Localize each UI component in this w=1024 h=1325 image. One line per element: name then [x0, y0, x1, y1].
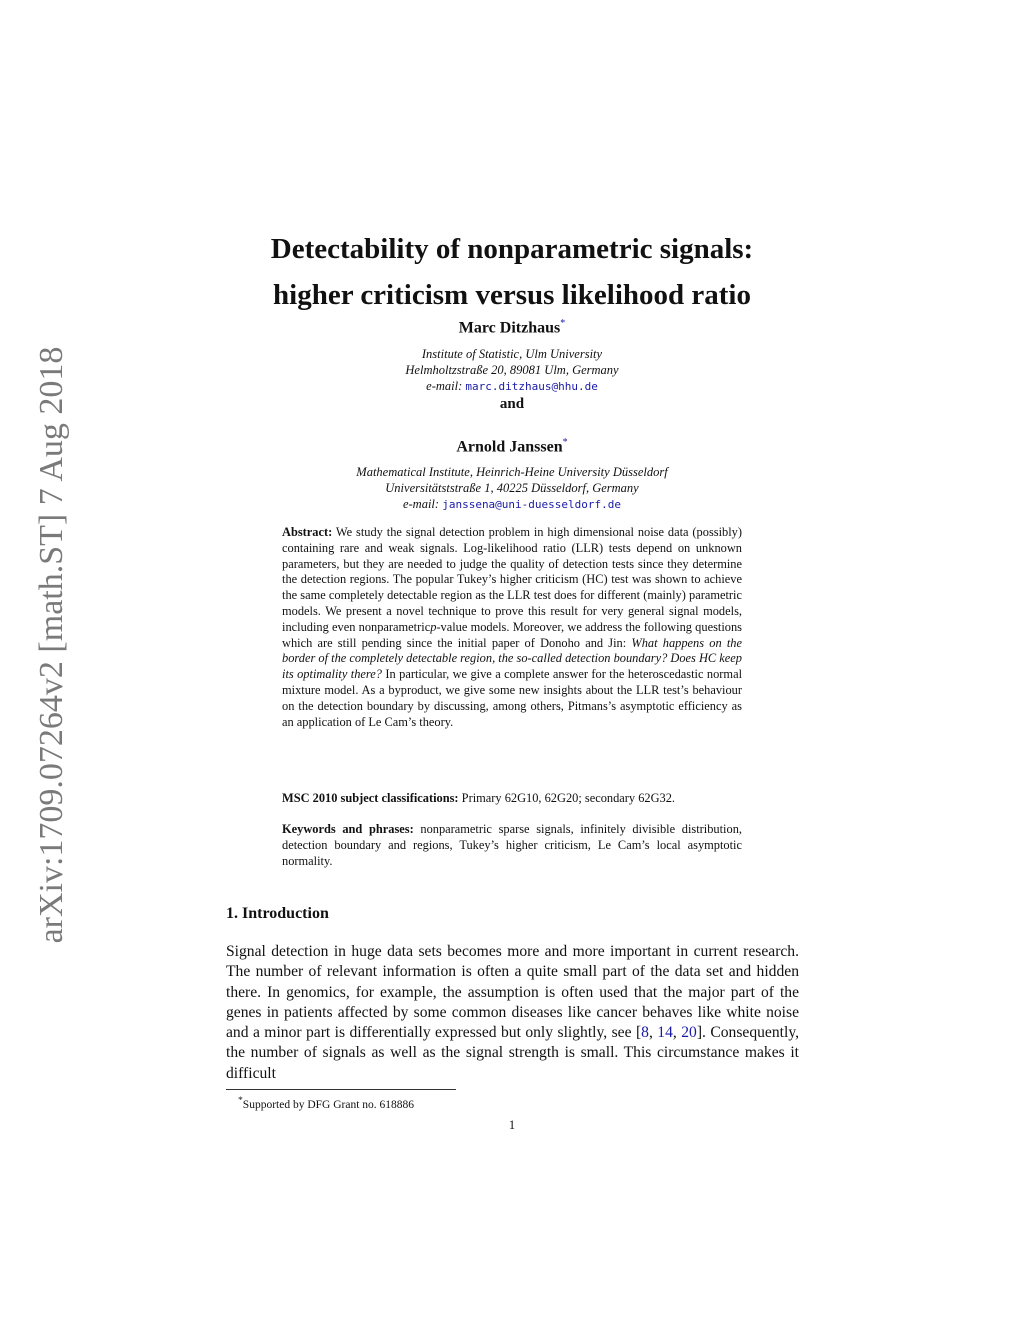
keywords-label: Keywords and phrases: [282, 822, 414, 836]
author-2-email-link[interactable]: janssena@uni-duesseldorf.de [442, 498, 622, 511]
msc-label: MSC 2010 subject classifications: [282, 791, 459, 805]
citation-separator-2: , [672, 1024, 682, 1042]
abstract-text-3: In particular, we give a complete answer for the heteroscedastic normal mixture model. As a byproduct, we give some new insights about the LLR test’s behaviour on the detection boundary by discussing, among others, Pitmans’s asymptotic efficiency as an application of Le Cam’s theory. [282, 667, 743, 729]
keywords-text: nonparametric sparse signals, infinitely divisible distribution, detection boundary and regions, Tukey’s higher criticism, Le Cam’s local asymptotic normality. [282, 822, 742, 868]
abstract-p-symbol: p [430, 619, 437, 634]
title-line-1: Detectability of nonparametric signals: [270, 233, 754, 265]
title-line-2: higher criticism versus likelihood ratio [273, 279, 751, 311]
abstract-label: Abstract: [282, 525, 333, 539]
footnote-divider [226, 1089, 456, 1090]
msc-classification [282, 791, 742, 807]
intro-text-part-1: Signal detection in huge data sets becomes more and more important in current research. The number of relevant information is often a quite small part of the data set and hidden there. In genomics, for example, the assumption is often used that the major part of the genes in patients affected by some common diseases like cancer behaves like white noise and a minor part is differentially expressed but only slightly, see [ [226, 943, 799, 1042]
author-2-affil-line-1: Mathematical Institute, Heinrich-Heine University Düsseldorf [356, 465, 668, 479]
author-2 [0, 437, 1024, 456]
author-1-affil-line-1: Institute of Statistic, Ulm University [421, 347, 603, 361]
author-1-affil-line-2: Helmholtzstraße 20, 89081 Ulm, Germany [405, 363, 619, 377]
author-1-name: Marc Ditzhaus [458, 319, 561, 337]
author-2-name: Arnold Janssen [456, 438, 563, 456]
author-1 [0, 318, 1024, 337]
introduction-paragraph [226, 942, 799, 1084]
authors-conjunction: and [499, 396, 525, 412]
msc-text: Primary 62G10, 62G20; secondary 62G32. [461, 791, 676, 805]
citation-link-8[interactable]: 8 [641, 1024, 649, 1042]
footnote-text: Supported by DFG Grant no. 618886 [242, 1098, 415, 1111]
page-number: 1 [508, 1118, 516, 1132]
author-2-affiliation [0, 464, 1024, 513]
author-1-email-link[interactable]: marc.ditzhaus@hhu.de [465, 380, 598, 393]
abstract-text-1: We study the signal detection problem in high dimensional noise data (possibly) containing rare and weak signals. Log-likelihood ratio (LLR) tests depend on unknown parameters, but they are needed to judge the quality of detection tests since they determine the detection regions. The popular Tukey’s higher criticism (HC) test was shown to achieve the same completely detectable region as the LLR test does for different (mainly) parametric models. We present a novel technique to prove this result for very general signal models, including even nonparametric [282, 525, 742, 634]
citation-separator-1: , [648, 1024, 658, 1042]
abstract [282, 525, 742, 730]
footnote [238, 1095, 414, 1111]
author-1-email-label: e-mail: [426, 379, 463, 393]
abstract-text-2: -value models. Moreover, we address the following questions which are still pending since the initial paper of Donoho and Jin: [282, 619, 742, 650]
arxiv-identifier-stamp: arXiv:1709.07264v2 [math.ST] 7 Aug 2018 [33, 346, 70, 944]
abstract-italic-question: What happens on the border of the completely detectable region, the so-called detection boundary? Does HC keep its optimality there? [282, 635, 742, 682]
author-2-email-row [0, 496, 1024, 513]
author-2-footnote-mark[interactable]: * [562, 437, 568, 448]
citation-link-20[interactable]: 20 [681, 1024, 697, 1042]
author-1-affiliation [0, 346, 1024, 395]
section-heading-introduction: 1. Introduction [226, 905, 329, 922]
footnote-mark: * [238, 1095, 243, 1106]
author-2-affil-line-2: Universitätststraße 1, 40225 Düsseldorf, Germany [385, 481, 639, 495]
paper-title [200, 226, 824, 318]
author-1-footnote-mark[interactable]: * [560, 318, 566, 329]
citation-link-14[interactable]: 14 [657, 1024, 673, 1042]
keywords [282, 822, 742, 869]
author-2-email-label: e-mail: [402, 497, 440, 511]
author-1-email-row [0, 378, 1024, 395]
intro-text-part-2: ]. Consequently, the number of signals as well as the signal strength is small. This circumstance makes it difficult [226, 1024, 799, 1082]
